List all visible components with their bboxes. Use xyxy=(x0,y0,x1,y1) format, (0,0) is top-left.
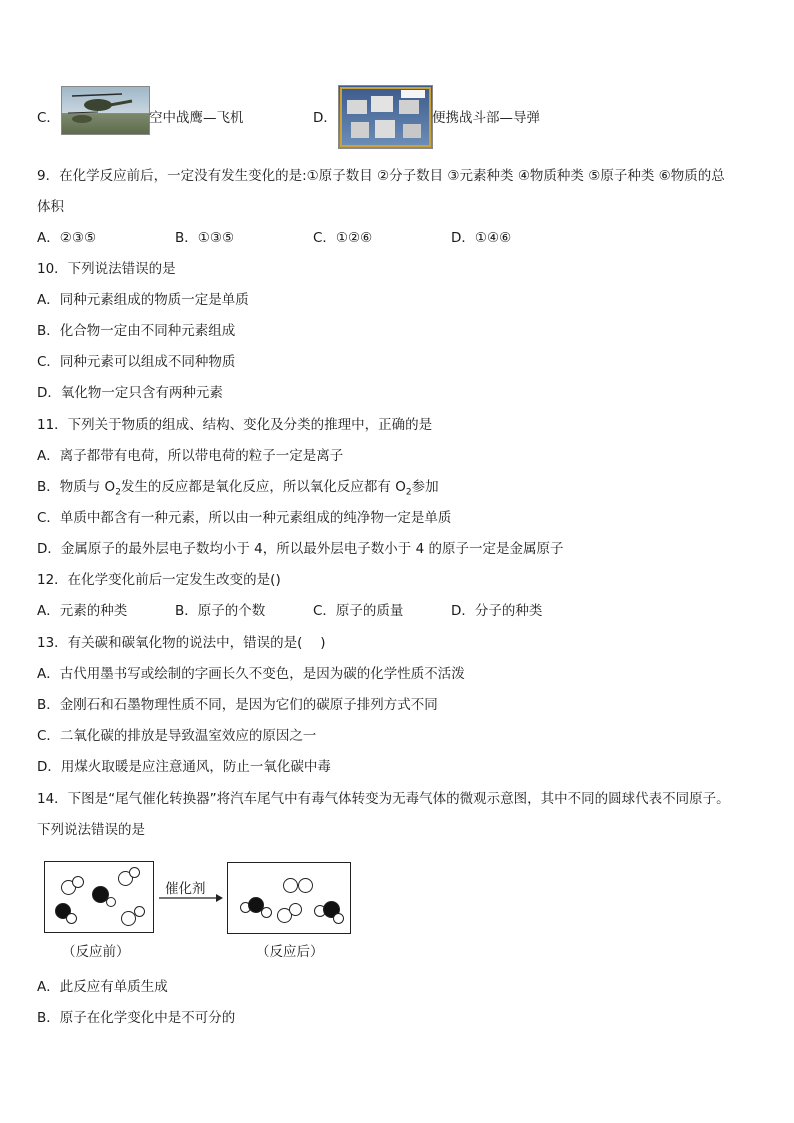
q11-option-a: A．离子都带有电荷，所以带电荷的粒子一定是离子 xyxy=(37,448,344,464)
q10-option-c: C．同种元素可以组成不同种物质 xyxy=(37,354,236,370)
q8-option-c-text: 空中战鹰—飞机 xyxy=(149,110,244,126)
q14-stem-line1: 14．下图是“尾气催化转换器”将汽车尾气中有毒气体转变为无毒气体的微观示意图，其中不同的圆球代表不同原子。 xyxy=(37,791,730,807)
after-label: （反应后） xyxy=(256,944,324,960)
q13-option-d: D．用煤火取暖是应注意通风，防止一氧化碳中毒 xyxy=(37,759,331,775)
q13-option-b: B．金刚石和石墨物理性质不同，是因为它们的碳原子排列方式不同 xyxy=(37,697,438,713)
white-atom xyxy=(66,913,77,924)
q12-option-d: D．分子的种类 xyxy=(451,603,543,619)
missile-vehicle-icon xyxy=(339,86,432,148)
reaction-arrow-icon xyxy=(158,892,224,904)
q14-option-a: A．此反应有单质生成 xyxy=(37,979,168,995)
q9-option-a: A．②③⑤ xyxy=(37,230,97,246)
q8-option-d-letter: D． xyxy=(313,110,337,126)
q13-option-c: C．二氧化碳的排放是导致温室效应的原因之一 xyxy=(37,728,317,744)
white-atom xyxy=(106,897,116,907)
q11-option-b-part2: 发生的反应都是氧化反应，所以氧化反应都有 O xyxy=(120,479,406,495)
after-reaction-box xyxy=(227,862,351,934)
helicopter-icon xyxy=(62,87,149,134)
q12-option-b: B．原子的个数 xyxy=(175,603,266,619)
q12-option-c: C．原子的质量 xyxy=(313,603,404,619)
q11-option-b xyxy=(37,477,439,503)
white-atom xyxy=(333,913,344,924)
q12-option-a: A．元素的种类 xyxy=(37,603,128,619)
white-atom xyxy=(283,878,298,893)
white-atom xyxy=(72,876,84,888)
q9-option-c: C．①②⑥ xyxy=(313,230,373,246)
q10-option-d: D．氧化物一定只含有两种元素 xyxy=(37,385,223,401)
q13-stem: 13．有关碳和碳氧化物的说法中，错误的是( ) xyxy=(37,635,326,651)
q8-option-c-letter: C． xyxy=(37,110,60,126)
white-atom xyxy=(261,907,272,918)
q9-option-d: D．①④⑥ xyxy=(451,230,512,246)
q10-option-b: B．化合物一定由不同种元素组成 xyxy=(37,323,236,339)
before-reaction-box xyxy=(44,861,154,933)
white-atom xyxy=(289,903,302,916)
q9-stem-line1: 9．在化学反应前后，一定没有发生变化的是:①原子数目 ②分子数目 ③元素种类 ④物质种类 ⑤原子种类 ⑥物质的总 xyxy=(37,168,725,184)
q13-option-a: A．古代用墨书写或绘制的字画长久不变色，是因为碳的化学性质不活泼 xyxy=(37,666,465,682)
q11-option-b-sub1: 2 xyxy=(115,487,121,498)
q8-option-d-text: 便携战斗部—导弹 xyxy=(432,110,540,126)
q11-option-d: D．金属原子的最外层电子数均小于 4，所以最外层电子数小于 4 的原子一定是金属原子 xyxy=(37,541,564,557)
q12-stem: 12．在化学变化前后一定发生改变的是() xyxy=(37,572,281,588)
q11-option-b-part1: B．物质与 O xyxy=(37,479,116,495)
missile-vehicle-photo xyxy=(338,85,433,149)
white-atom xyxy=(298,878,313,893)
q11-option-c: C．单质中都含有一种元素，所以由一种元素组成的纯净物一定是单质 xyxy=(37,510,452,526)
white-atom xyxy=(129,867,140,878)
q11-option-b-part3: 参加 xyxy=(411,479,439,495)
before-label: （反应前） xyxy=(62,944,130,960)
q10-stem: 10．下列说法错误的是 xyxy=(37,261,176,277)
q10-option-a: A．同种元素组成的物质一定是单质 xyxy=(37,292,249,308)
q11-option-b-sub2: 2 xyxy=(405,487,412,498)
q9-option-b: B．①③⑤ xyxy=(175,230,235,246)
q9-stem-line2: 体积 xyxy=(37,199,64,215)
helicopter-photo xyxy=(61,86,150,135)
q11-stem: 11．下列关于物质的组成、结构、变化及分类的推理中，正确的是 xyxy=(37,417,433,433)
q14-stem-line2: 下列说法错误的是 xyxy=(37,822,145,838)
white-atom xyxy=(134,906,145,917)
q14-option-b: B．原子在化学变化中是不可分的 xyxy=(37,1010,236,1026)
catalyst-label: 催化剂 xyxy=(165,881,206,897)
